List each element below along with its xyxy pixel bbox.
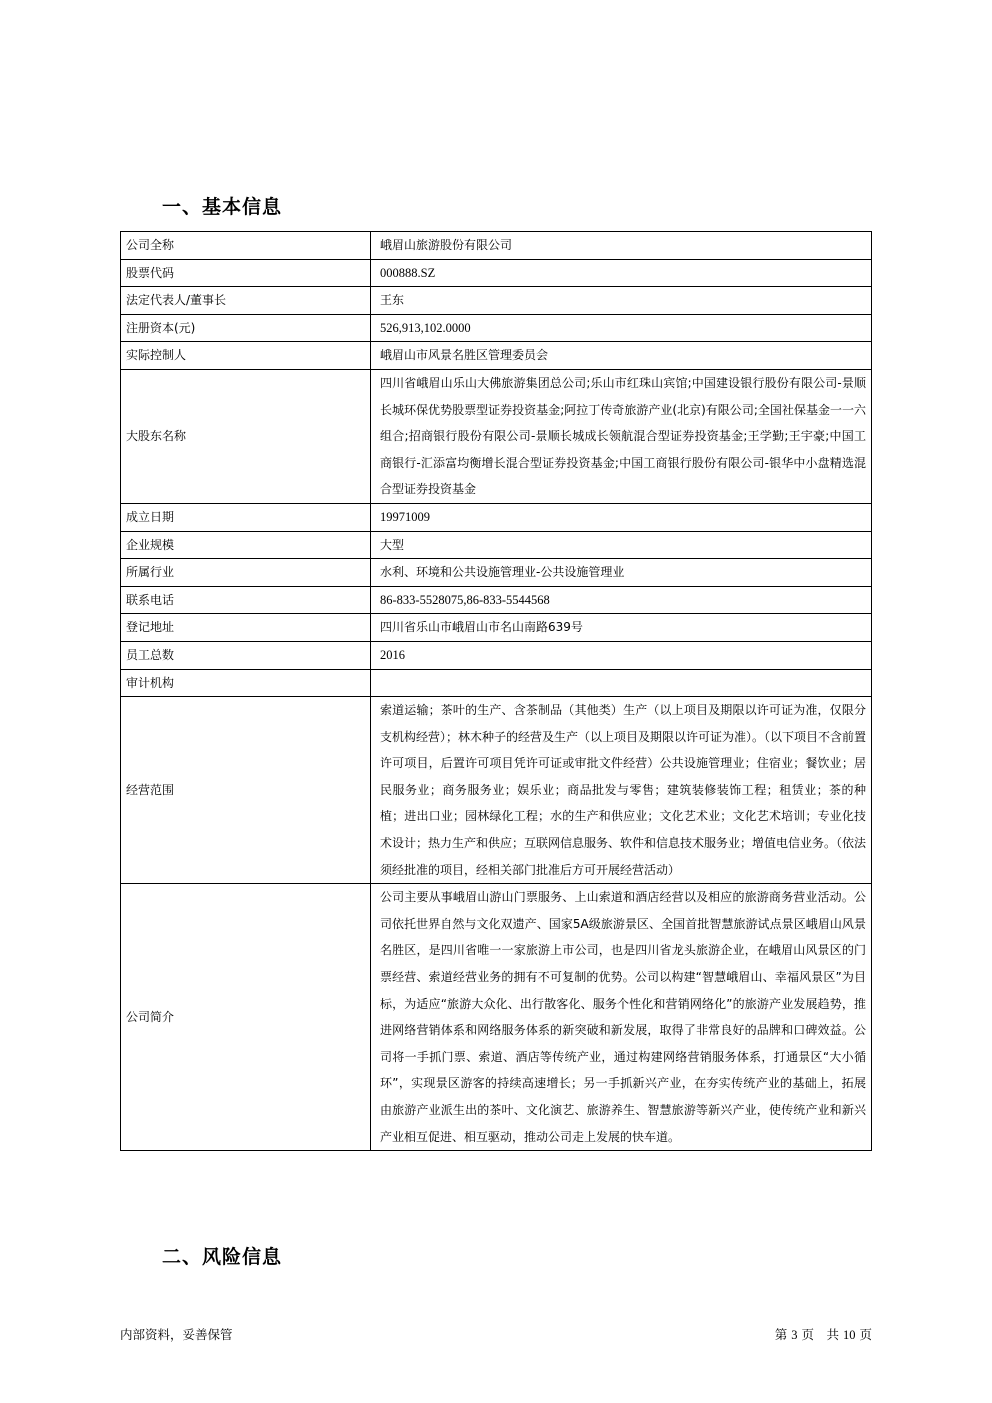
footer-note: 内部资料，妥善保管 <box>120 1327 233 1342</box>
table-row <box>121 697 872 884</box>
row-label: 员工总数 <box>121 641 371 669</box>
employees-value: 2016 <box>371 641 872 669</box>
row-label: 登记地址 <box>121 614 371 642</box>
reg-capital-value: 526,913,102.0000 <box>371 314 872 342</box>
scale-value: 大型 <box>371 531 872 559</box>
section-title-risk-info: 二、风险信息 <box>162 1246 283 1268</box>
table-row <box>121 369 872 503</box>
business-scope-value: 索道运输；茶叶的生产、含茶制品（其他类）生产（以上项目及期限以许可证为准，仅限分支机构经营）；林木种子的经营及生产（以上项目及期限以许可证为准）。（以下项目不含前置许可项目，后置许可项目凭许可证或审批文件经营）公共设施管理业；住宿业；餐饮业；居民服务业；商务服务业；娱乐业；商品批发与零售；建筑装修装饰工程；租赁业；茶的种植；进出口业；园林绿化工程；水的生产和供应业；文化艺术业；文化艺术培训；专业化技术设计；热力生产和供应；互联网信息服务、软件和信息技术服务业；增值电信业务。（依法须经批准的项目，经相关部门批准后方可开展经营活动） <box>371 697 872 884</box>
row-label: 所属行业 <box>121 559 371 587</box>
table-row <box>121 531 872 559</box>
row-label: 审计机构 <box>121 669 371 697</box>
page-current: 3 <box>791 1328 798 1342</box>
row-label: 成立日期 <box>121 503 371 531</box>
row-label: 企业规模 <box>121 531 371 559</box>
row-label: 公司简介 <box>121 884 371 1151</box>
address-value: 四川省乐山市峨眉山市名山南路639号 <box>371 614 872 642</box>
stock-code-value: 000888.SZ <box>371 259 872 287</box>
table-row <box>121 559 872 587</box>
major-holders-value: 四川省峨眉山乐山大佛旅游集团总公司;乐山市红珠山宾馆;中国建设银行股份有限公司-景顺长城环保优势股票型证券投资基金;阿拉丁传奇旅游产业(北京)有限公司;全国社保基金一一六组合;招商银行股份有限公司-景顺长城成长领航混合型证券投资基金;王学勤;王宇豪;中国工商银行-汇添富均衡增长混合型证券投资基金;中国工商银行股份有限公司-银华中小盘精选混合型证券投资基金 <box>371 369 872 503</box>
page-total: 10 <box>843 1328 856 1342</box>
page-mid: 页 共 <box>801 1327 840 1342</box>
row-label: 股票代码 <box>121 259 371 287</box>
industry-value: 水利、环境和公共设施管理业-公共设施管理业 <box>371 559 872 587</box>
legal-rep-value: 王东 <box>371 287 872 315</box>
basic-info-table <box>120 231 872 1151</box>
row-label: 经营范围 <box>121 697 371 884</box>
row-label: 联系电话 <box>121 586 371 614</box>
table-row <box>121 259 872 287</box>
row-label: 公司全称 <box>121 232 371 260</box>
profile-value: 公司主要从事峨眉山游山门票服务、上山索道和酒店经营以及相应的旅游商务营业活动。公司依托世界自然与文化双遗产、国家5A级旅游景区、全国首批智慧旅游试点景区峨眉山风景名胜区，是四川省唯一一家旅游上市公司，也是四川省龙头旅游企业，在峨眉山风景区的门票经营、索道经营业务的拥有不可复制的优势。公司以构建“智慧峨眉山、幸福风景区”为目标，为适应“旅游大众化、出行散客化、服务个性化和营销网络化”的旅游产业发展趋势，推进网络营销体系和网络服务体系的新突破和新发展，取得了非常良好的品牌和口碑效益。公司将一手抓门票、索道、酒店等传统产业，通过构建网络营销服务体系，打通景区“大小循环”，实现景区游客的持续高速增长；另一手抓新兴产业，在夯实传统产业的基础上，拓展由旅游产业派生出的茶叶、文化演艺、旅游养生、智慧旅游等新兴产业，使传统产业和新兴产业相互促进、相互驱动，推动公司走上发展的快车道。 <box>371 884 872 1151</box>
table-row <box>121 586 872 614</box>
section-title-basic-info: 一、基本信息 <box>162 196 283 218</box>
table-row <box>121 287 872 315</box>
founded-value: 19971009 <box>371 503 872 531</box>
table-row <box>121 614 872 642</box>
table-row <box>121 884 872 1151</box>
row-label: 法定代表人/董事长 <box>121 287 371 315</box>
table-row <box>121 503 872 531</box>
table-row <box>121 314 872 342</box>
row-label: 实际控制人 <box>121 342 371 370</box>
page-number <box>775 1325 872 1343</box>
table-row <box>121 342 872 370</box>
table-row <box>121 232 872 260</box>
phone-value: 86-833-5528075,86-833-5544568 <box>371 586 872 614</box>
controller-value: 峨眉山市风景名胜区管理委员会 <box>371 342 872 370</box>
table-row <box>121 669 872 697</box>
page-suffix: 页 <box>859 1327 872 1342</box>
page-prefix: 第 <box>774 1327 788 1342</box>
company-name-value: 峨眉山旅游股份有限公司 <box>371 232 872 260</box>
row-label: 大股东名称 <box>121 369 371 503</box>
table-row <box>121 641 872 669</box>
row-label: 注册资本(元) <box>121 314 371 342</box>
auditor-value <box>371 669 872 697</box>
